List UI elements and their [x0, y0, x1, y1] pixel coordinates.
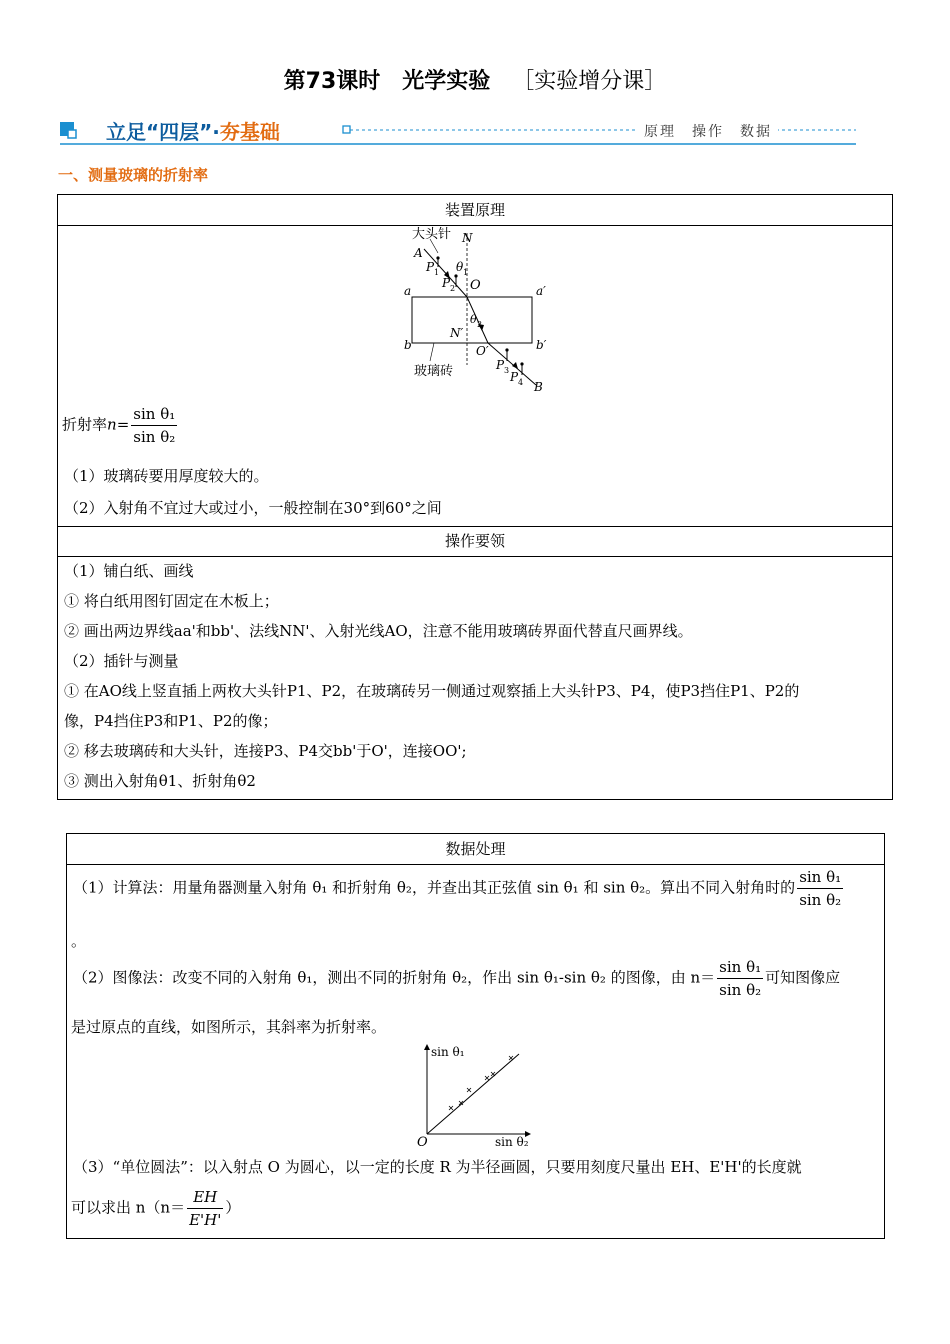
page-title	[0, 64, 950, 95]
banner-label-quote: “四层”	[146, 120, 213, 144]
graph-text-1: （2）图像法：改变不同的入射角 θ₁，测出不同的折射角 θ₂，作出 sin θ₁-sin θ₂ 的图像，由 n＝	[73, 968, 716, 987]
label-P2: P	[442, 276, 451, 290]
step-line: （1）铺白纸、画线	[64, 562, 194, 580]
formula-label: 折射率	[62, 415, 108, 434]
label-P1-sub: 1	[434, 268, 440, 277]
graph-method	[73, 956, 840, 1001]
note-1: （1）玻璃砖要用厚度较大的。	[64, 467, 269, 485]
graph-origin: O	[417, 1135, 428, 1146]
unit-fraction	[187, 1186, 223, 1231]
principle-header: 装置原理	[58, 195, 892, 226]
label-N-prime: N′	[450, 326, 464, 340]
unit-text-2: 可以求出 n（n＝	[71, 1198, 186, 1217]
graph-denominator: sin θ₂	[719, 981, 762, 999]
section-banner	[56, 112, 858, 152]
step-line: ③ 测出入射角θ1、折射角θ2	[64, 772, 256, 790]
formula-eq: =	[116, 415, 130, 434]
data-processing-header: 数据处理	[67, 834, 884, 865]
banner-label-highlight: 夯基础	[219, 120, 280, 144]
calc-end: 。	[71, 932, 87, 950]
operation-header: 操作要领	[58, 526, 892, 557]
label-theta1-sub: 1	[463, 268, 469, 277]
graph-text-2: 可知图像应	[765, 968, 841, 987]
unit-end: ）	[225, 1198, 241, 1217]
formula-denominator: sin θ₂	[133, 428, 176, 446]
calc-fraction	[797, 866, 843, 911]
label-P4-sub: 4	[518, 378, 524, 387]
refraction-diagram	[404, 225, 604, 397]
graph-text-3: 是过原点的直线，如图所示，其斜率为折射率。	[71, 1018, 387, 1036]
unit-denominator: E'H'	[189, 1211, 222, 1229]
label-N: N	[462, 231, 473, 245]
label-P3-sub: 3	[504, 366, 510, 375]
title-sub: ［实验增分课］	[512, 69, 667, 94]
graph-y-label: sin θ₁	[431, 1045, 465, 1059]
label-P2-sub: 2	[450, 284, 456, 293]
label-pin: 大头针	[412, 227, 452, 242]
step-line: ① 在AO线上竖直插上两枚大头针P1、P2，在玻璃砖另一侧通过观察插上大头针P3、P4，使P3挡住P1、P2的	[64, 682, 800, 700]
label-b: b	[404, 338, 412, 352]
sin-graph	[415, 1042, 535, 1146]
step-line: 像，P4挡住P3和P1、P2的像；	[64, 712, 278, 730]
unit-numerator: EH	[187, 1186, 223, 1209]
step-line: ② 画出两边界线aa'和bb'、法线NN'、入射光线AO，注意不能用玻璃砖界面代替直尺画界线。	[64, 622, 693, 640]
principle-table	[57, 194, 893, 800]
label-theta2: θ	[470, 313, 477, 326]
step-line: ② 移去玻璃砖和大头针，连接P3、P4交bb'于O'，连接OO';	[64, 742, 467, 760]
formula-n: n	[107, 415, 117, 434]
calc-numerator: sin θ₁	[797, 866, 843, 889]
label-a-prime: a′	[536, 284, 546, 298]
label-B: B	[534, 380, 543, 394]
label-theta2-sub: 2	[477, 320, 483, 329]
label-glass-brick: 玻璃砖	[414, 364, 454, 379]
graph-x-label: sin θ₂	[495, 1135, 529, 1146]
step-line: （2）插针与测量	[64, 652, 179, 670]
title-main: 第73课时 光学实验	[283, 69, 491, 94]
label-O: O	[470, 278, 481, 293]
calc-method	[73, 866, 845, 911]
calc-text: （1）计算法：用量角器测量入射角 θ₁ 和折射角 θ₂，并查出其正弦值 sin θ₁ 和 sin θ₂。算出不同入射角时的	[73, 878, 796, 897]
calc-denominator: sin θ₂	[799, 891, 842, 909]
unit-circle-result	[71, 1186, 240, 1231]
data-points	[449, 1056, 513, 1110]
label-A: A	[414, 246, 423, 260]
label-P1: P	[426, 260, 435, 274]
label-b-prime: b′	[536, 338, 547, 352]
label-theta1: θ	[456, 260, 464, 274]
label-O-prime: O′	[476, 344, 489, 358]
graph-numerator: sin θ₁	[717, 956, 763, 979]
unit-circle-method: （3）“单位圆法”：以入射点 O 为圆心，以一定的长度 R 为半径画圆，只要用刻度尺量出 EH、E'H'的长度就	[73, 1158, 802, 1176]
banner-label-prefix: 立足	[106, 120, 146, 144]
step-line: ① 将白纸用图钉固定在木板上；	[64, 592, 279, 610]
banner-tags: 原理 操作 数据	[638, 121, 778, 141]
operation-steps	[58, 556, 892, 796]
note-2: （2）入射角不宜过大或过小，一般控制在30°到60°之间	[64, 499, 442, 517]
data-processing-table	[66, 833, 885, 1239]
graph-fraction	[717, 956, 763, 1001]
label-a: a	[404, 284, 412, 298]
label-P4: P	[510, 370, 519, 384]
banner-label	[106, 116, 280, 145]
banner-label-dot: ·	[212, 120, 220, 144]
formula-numerator: sin θ₁	[131, 403, 177, 426]
section-heading: 一、测量玻璃的折射率	[58, 166, 209, 184]
formula-fraction	[131, 403, 177, 448]
label-P3: P	[496, 358, 505, 372]
refraction-formula	[62, 403, 179, 448]
